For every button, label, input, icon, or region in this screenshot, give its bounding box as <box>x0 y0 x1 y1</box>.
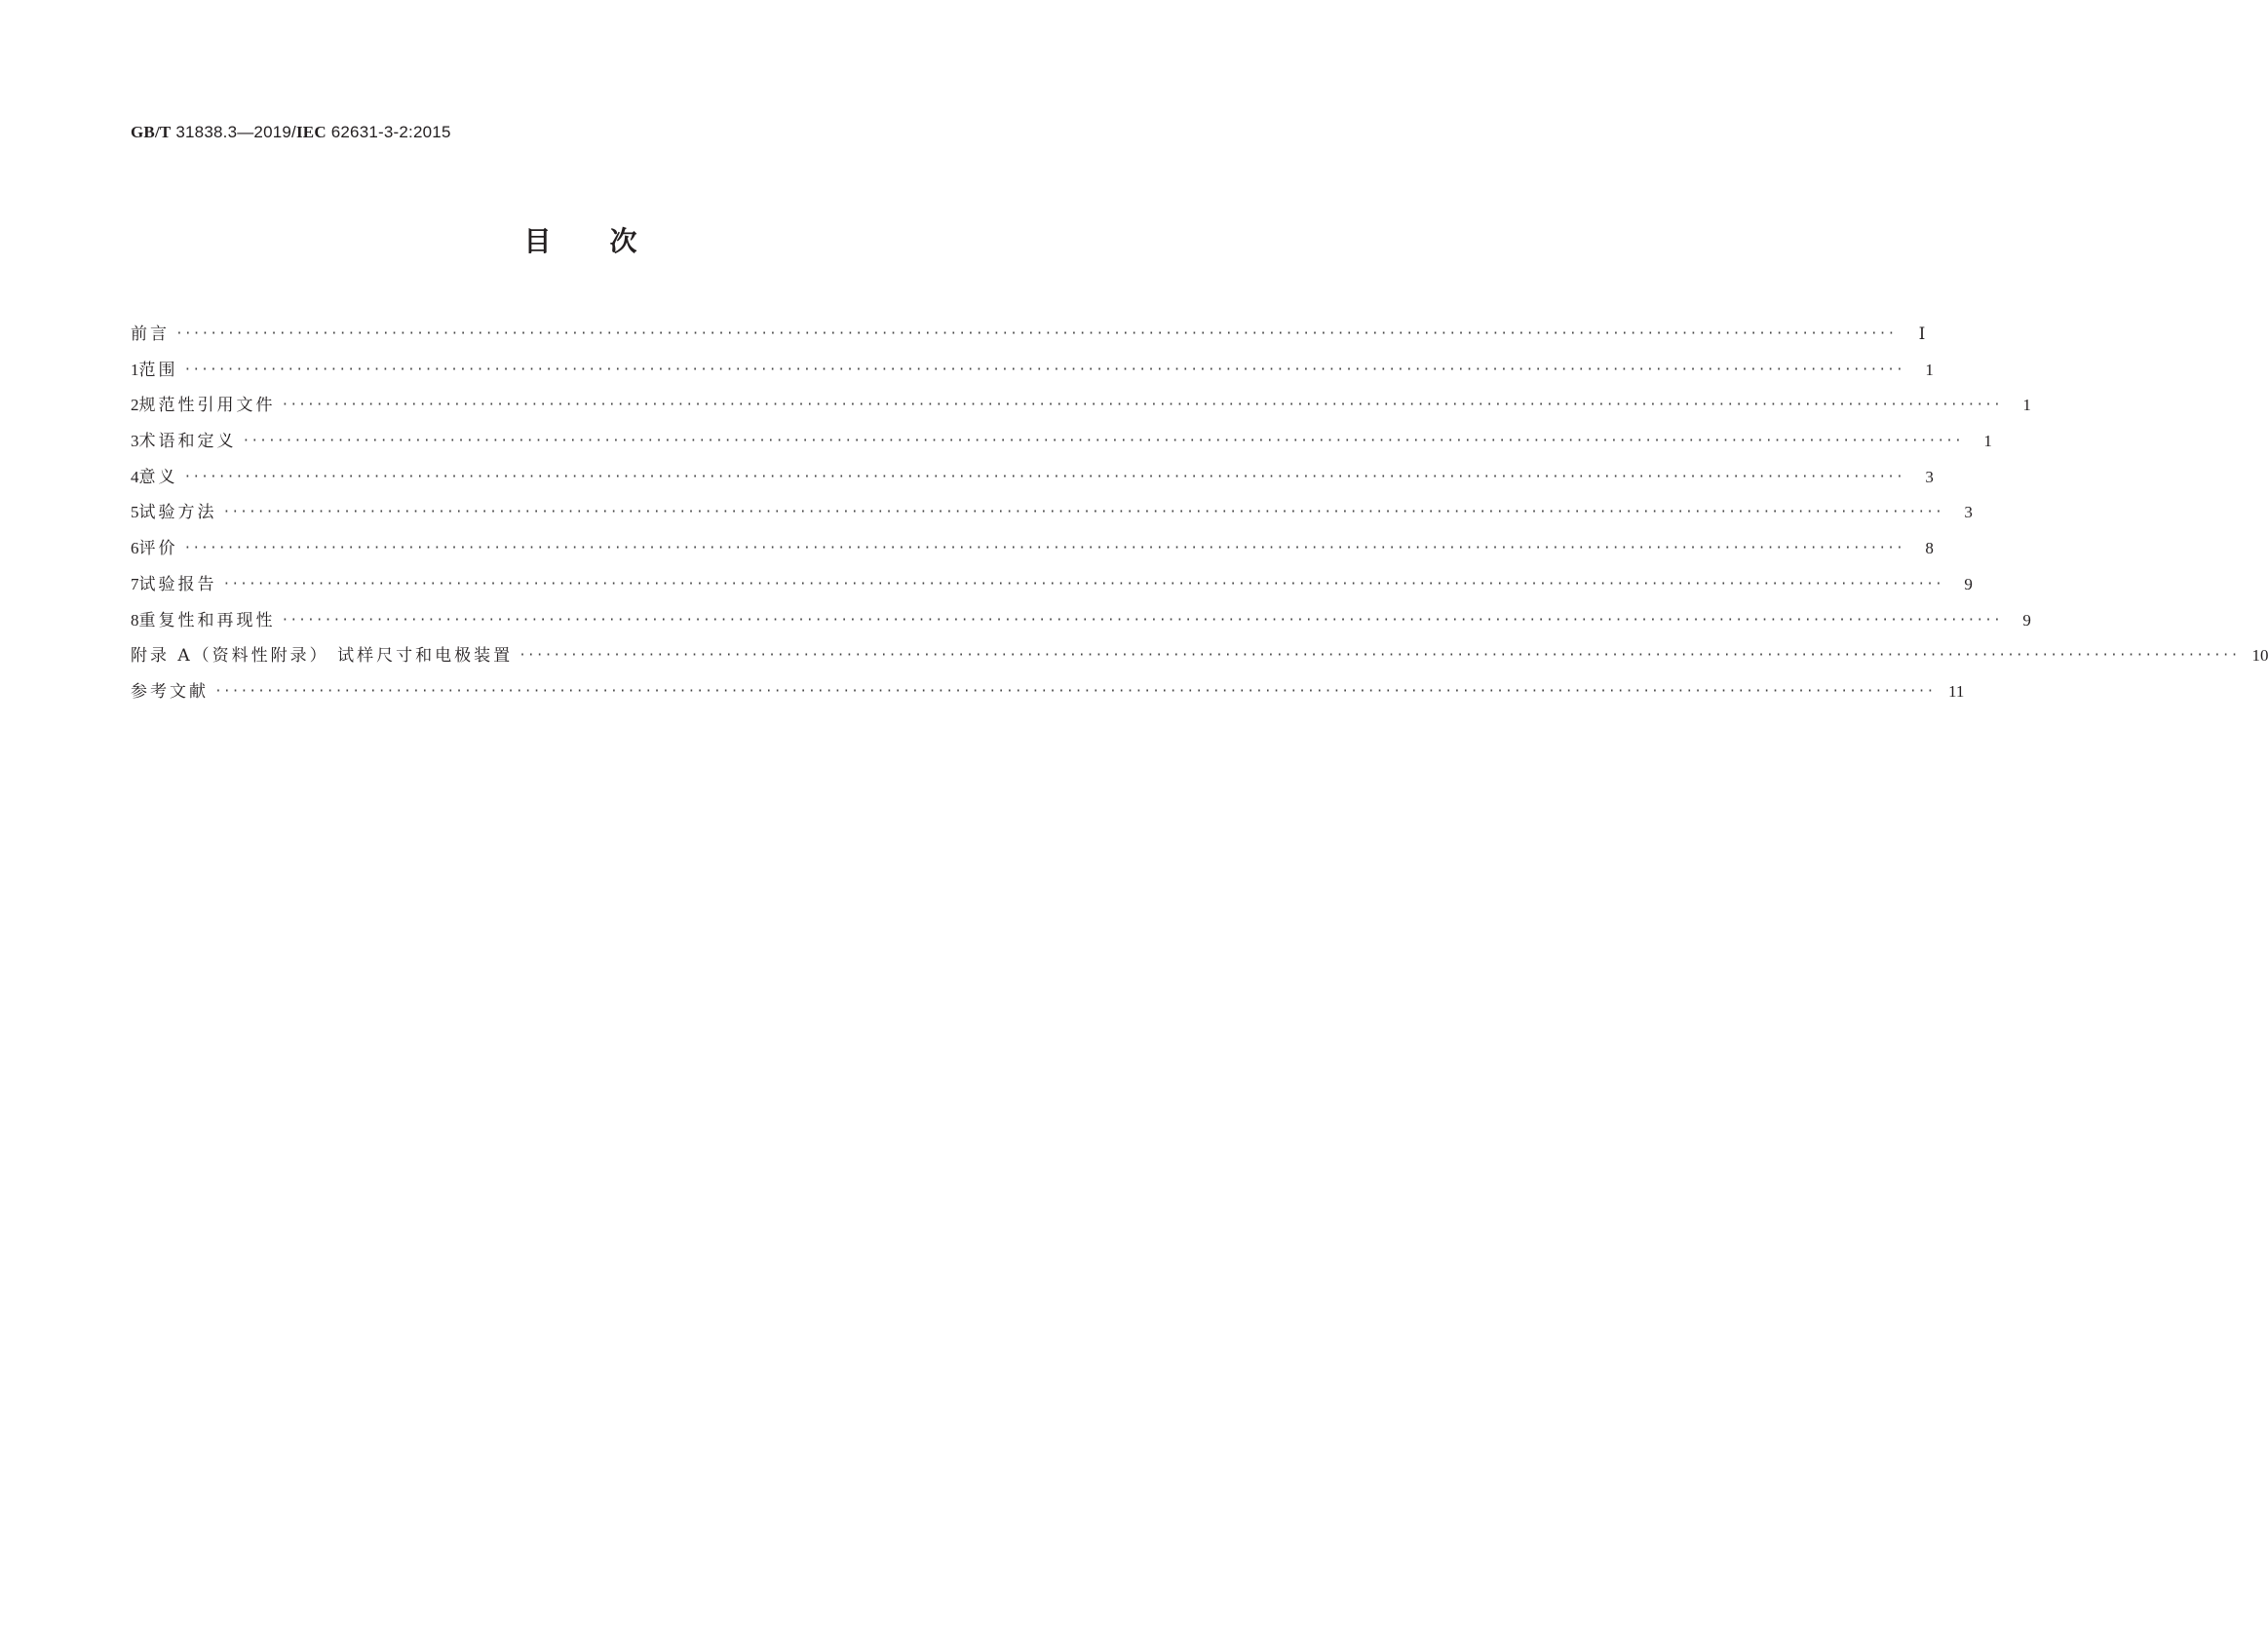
toc-label: 评价 <box>138 539 178 559</box>
toc-label: 重复性和再现性 <box>138 610 276 630</box>
toc-page: 1 <box>2022 396 2031 415</box>
toc-item-evaluation[interactable] <box>131 534 1934 570</box>
dot-leader: ········································································································································································································ <box>281 398 2002 413</box>
toc-item-terms-definitions[interactable] <box>131 427 1992 463</box>
toc-label: 前言 <box>131 324 170 344</box>
dot-leader: ········································································································································································································ <box>183 541 1904 556</box>
dot-leader: ········································································································································································································ <box>222 576 1943 592</box>
toc-item-test-method[interactable] <box>131 498 1973 534</box>
toc-item-scope[interactable] <box>131 356 1934 392</box>
toc-page: 9 <box>2022 610 2031 630</box>
table-of-contents <box>131 320 2268 713</box>
toc-label: 参考文献 <box>131 681 209 702</box>
toc-page: 3 <box>1964 503 1973 522</box>
toc-page: 11 <box>1947 681 1965 701</box>
dot-leader: ········································································································································································································ <box>222 505 1943 520</box>
toc-number: 2 <box>131 396 139 415</box>
toc-item-annex-a[interactable] <box>131 641 2268 677</box>
dot-leader: ········································································································································································································ <box>183 469 1904 484</box>
toc-label: 附录 A（资料性附录） 试样尺寸和电极装置 <box>131 646 514 667</box>
dot-leader: ········································································································································································································ <box>281 612 2002 628</box>
standard-code: GB/T <box>131 123 172 141</box>
toc-item-foreword[interactable] <box>131 320 1926 356</box>
toc-number: 4 <box>131 467 139 486</box>
toc-item-test-report[interactable] <box>131 570 1973 606</box>
toc-page: 9 <box>1964 574 1973 593</box>
toc-label: 试验方法 <box>138 503 217 523</box>
standard-header <box>131 123 451 142</box>
toc-label: 意义 <box>138 467 178 487</box>
toc-item-normative-references[interactable] <box>131 391 2031 427</box>
toc-item-significance[interactable] <box>131 463 1934 499</box>
toc-number: 3 <box>131 432 139 451</box>
toc-item-bibliography[interactable] <box>131 677 1965 713</box>
dot-leader: ········································································································································································································ <box>175 326 1897 341</box>
toc-page: 8 <box>1925 539 1934 558</box>
dot-leader: ········································································································································································································ <box>242 434 1963 449</box>
dot-leader: ········································································································································································································ <box>214 683 1936 699</box>
page-title: 目次 <box>523 225 696 257</box>
toc-label: 范围 <box>138 360 178 380</box>
toc-item-repeatability[interactable] <box>131 606 2031 642</box>
toc-page: Ⅰ <box>1918 324 1926 343</box>
toc-label: 术语和定义 <box>138 432 237 452</box>
toc-label: 试验报告 <box>138 574 217 594</box>
toc-page: 1 <box>1983 432 1992 451</box>
dot-leader: ········································································································································································································ <box>183 362 1904 377</box>
toc-label: 规范性引用文件 <box>138 396 276 416</box>
toc-page: 3 <box>1925 467 1934 486</box>
iec-code: IEC <box>295 123 327 141</box>
dot-leader: ········································································································································································································ <box>519 648 2240 664</box>
toc-page: 1 <box>1925 360 1934 379</box>
toc-page: 10 <box>2251 646 2268 666</box>
toc-number: 7 <box>131 574 139 593</box>
toc-number: 6 <box>131 539 139 558</box>
toc-number: 8 <box>131 610 139 630</box>
toc-number: 1 <box>131 360 139 379</box>
toc-number: 5 <box>131 503 139 522</box>
iec-number: 62631-3-2:2015 <box>330 123 451 141</box>
standard-number: 31838.3—2019/ <box>175 123 296 141</box>
